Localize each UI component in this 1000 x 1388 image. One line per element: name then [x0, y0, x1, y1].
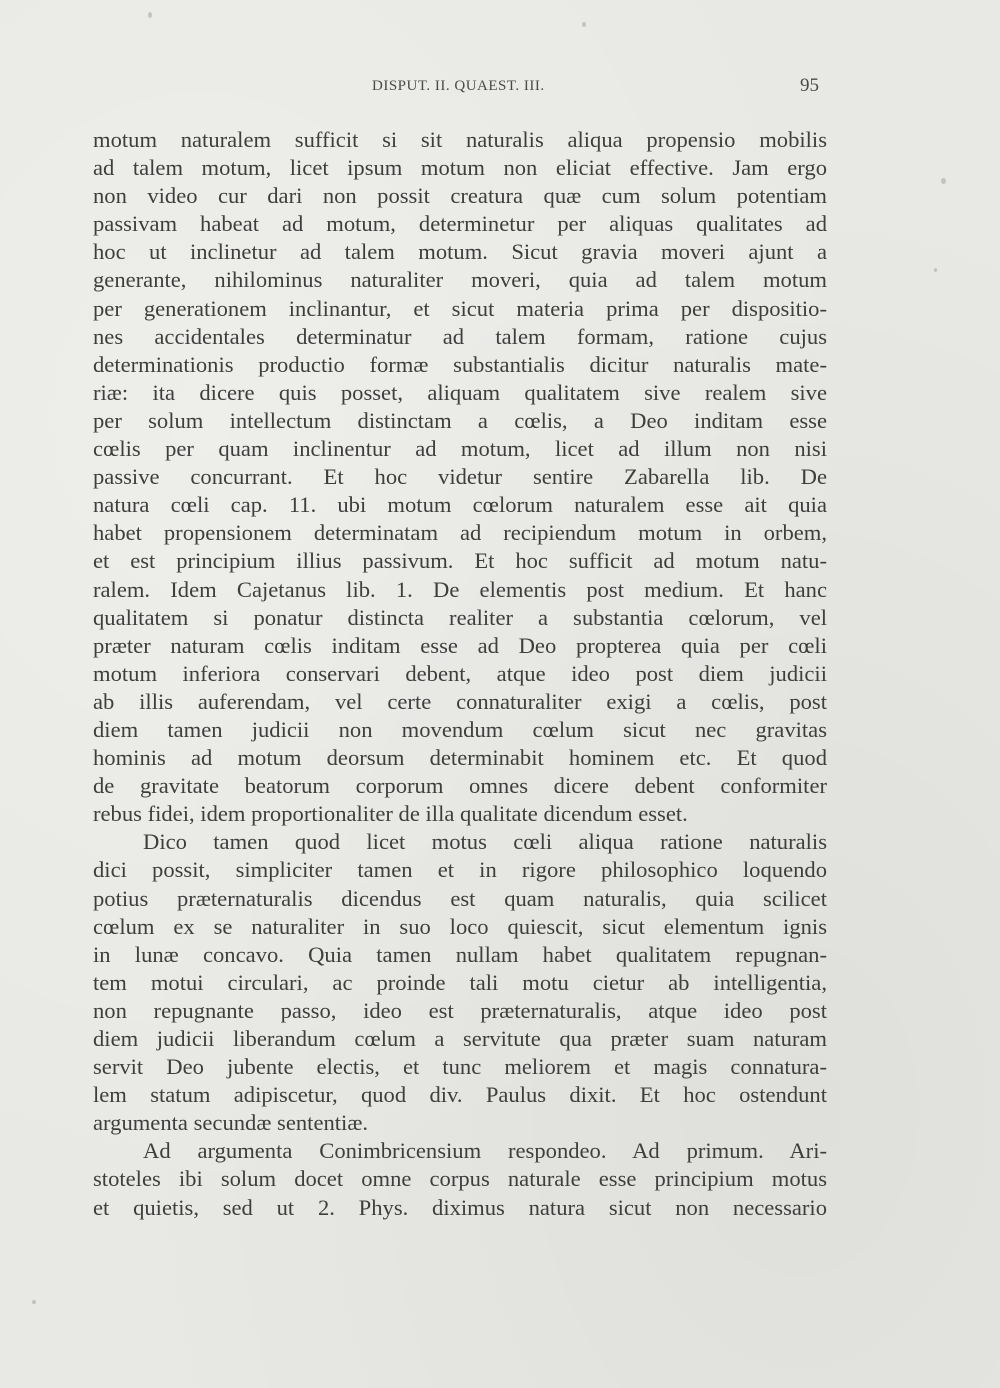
text-line: per solum intellectum distinctam a cœlis, a Deo inditam esse [93, 407, 827, 433]
text-line: servit Deo jubente electis, et tunc meliorem et magis connatura- [93, 1054, 827, 1080]
text-line: lem statum adipiscetur, quod div. Paulus dixit. Et hoc ostendunt [93, 1082, 827, 1108]
text-line: riæ: ita dicere quis posset, aliquam qualitatem sive realem sive [93, 379, 827, 405]
text-line: determinationis productio formæ substantialis dicitur naturalis mate- [93, 351, 827, 377]
text-line: qualitatem si ponatur distincta realiter a substantia cœlorum, vel [93, 604, 827, 630]
text-line: non repugnante passo, ideo est præternaturalis, atque ideo post [93, 997, 827, 1023]
body-text [93, 126, 827, 1222]
page-number: 95 [800, 75, 819, 96]
text-line: nes accidentales determinatur ad talem formam, ratione cujus [93, 323, 827, 349]
text-line: de gravitate beatorum corporum omnes dicere debent conformiter [93, 773, 827, 799]
text-line: et est principium illius passivum. Et hoc sufficit ad motum natu- [93, 548, 827, 574]
paper-speck [941, 178, 946, 184]
text-line: passivam habeat ad motum, determinetur per aliquas qualitates ad [93, 211, 827, 237]
text-line: cœlis per quam inclinentur ad motum, licet ad illum non nisi [93, 436, 827, 462]
text-line: præter naturam cœlis inditam esse ad Deo propterea quia per cœli [93, 632, 827, 658]
text-line: per generationem inclinantur, et sicut materia prima per dispositio- [93, 295, 827, 321]
paper-speck [148, 12, 152, 18]
text-line: ad talem motum, licet ipsum motum non eliciat effective. Jam ergo [93, 155, 827, 181]
text-line: motum inferiora conservari debent, atque ideo post diem judicii [93, 660, 827, 686]
paper-speck [934, 268, 937, 272]
text-line: dici possit, simpliciter tamen et in rigore philosophico loquendo [93, 857, 827, 883]
text-line: stoteles ibi solum docet omne corpus naturale esse principium motus [93, 1166, 827, 1192]
text-line: generante, nihilominus naturaliter moveri, quia ad talem motum [93, 267, 827, 293]
text-line: hominis ad motum deorsum determinabit hominem etc. Et quod [93, 745, 827, 771]
running-head: DISPUT. II. QUAEST. III. [372, 78, 545, 94]
text-line: habet propensionem determinatam ad recipiendum motum in orbem, [93, 520, 827, 546]
text-line: passive concurrant. Et hoc videtur sentire Zabarella lib. De [93, 464, 827, 490]
paragraph-start-line: Dico tamen quod licet motus cœli aliqua ratione naturalis [143, 829, 827, 855]
text-line: tem motui circulari, ac proinde tali motu cietur ab intelligentia, [93, 969, 827, 995]
text-line: diem judicii liberandum cœlum a servitute qua præter suam naturam [93, 1026, 827, 1051]
paragraph-end-line: argumenta secundæ sententiæ. [93, 1110, 369, 1136]
text-line: potius præternaturalis dicendus est quam naturalis, quia scilicet [93, 885, 827, 911]
text-line: ralem. Idem Cajetanus lib. 1. De elementis post medium. Et hanc [93, 576, 827, 602]
text-line: in lunæ concavo. Quia tamen nullam habet qualitatem repugnan- [93, 941, 827, 967]
text-line: non video cur dari non possit creatura quæ cum solum potentiam [93, 183, 827, 209]
text-line: natura cœli cap. 11. ubi motum cœlorum naturalem esse ait quia [93, 492, 827, 518]
paragraph-end-line: rebus fidei, idem proportionaliter de illa qualitate dicendum esset. [93, 801, 688, 827]
text-line: ab illis auferendam, vel certe connaturaliter exigi a cœlis, post [93, 688, 827, 714]
paragraph-start-line: Ad argumenta Conimbricensium respondeo. Ad primum. Ari- [143, 1138, 827, 1164]
text-line: diem tamen judicii non movendum cœlum sicut nec gravitas [93, 716, 827, 742]
paper-speck [32, 1300, 36, 1304]
text-line: hoc ut inclinetur ad talem motum. Sicut gravia moveri ajunt a [93, 239, 827, 265]
text-line: cœlum ex se naturaliter in suo loco quiescit, sicut elementum ignis [93, 913, 827, 939]
paper-speck [582, 22, 586, 27]
text-line: motum naturalem sufficit si sit naturalis aliqua propensio mobilis [93, 127, 827, 152]
text-line: et quietis, sed ut 2. Phys. diximus natura sicut non necessario [93, 1194, 827, 1220]
